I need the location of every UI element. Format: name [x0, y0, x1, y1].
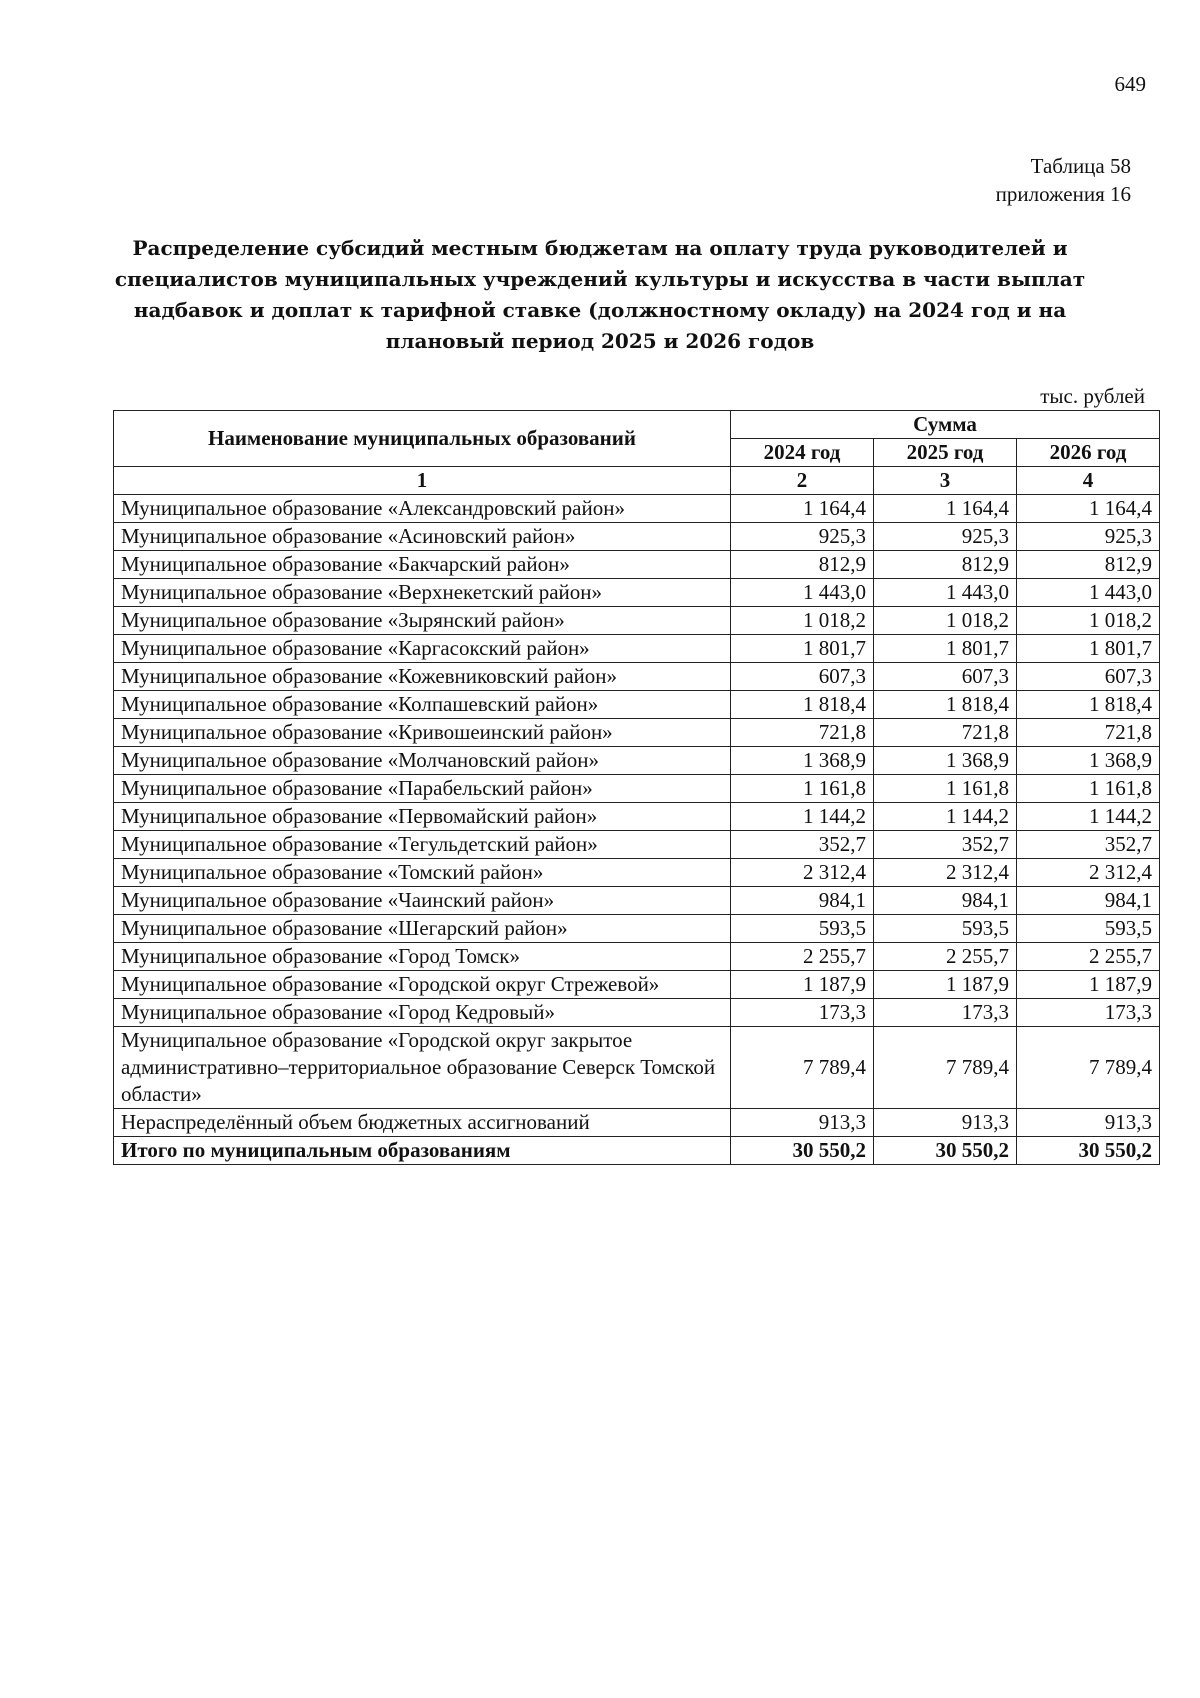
table-label-line1: Таблица 58 — [1030, 154, 1131, 178]
row-value-2025: 1 187,9 — [874, 971, 1017, 999]
row-value-2024: 1 018,2 — [731, 607, 874, 635]
table-row — [114, 999, 1160, 1027]
row-value-2025: 352,7 — [874, 831, 1017, 859]
table-label — [996, 152, 1131, 208]
row-value-2026: 7 789,4 — [1017, 1027, 1160, 1109]
row-value-2024: 1 161,8 — [731, 775, 874, 803]
row-value-2025: 812,9 — [874, 551, 1017, 579]
row-value-2024: 1 368,9 — [731, 747, 874, 775]
row-value-2024: 1 443,0 — [731, 579, 874, 607]
row-name: Муниципальное образование «Город Кедровый» — [114, 999, 731, 1027]
row-value-2026: 593,5 — [1017, 915, 1160, 943]
table-label-line2: приложения 16 — [995, 182, 1131, 206]
title-line4: плановый период 2025 и 2026 годов — [385, 329, 815, 353]
table-row — [114, 635, 1160, 663]
row-name: Муниципальное образование «Кривошеинский район» — [114, 719, 731, 747]
col-number-4: 4 — [1017, 467, 1160, 495]
row-value-2026: 1 368,9 — [1017, 747, 1160, 775]
row-name: Муниципальное образование «Парабельский район» — [114, 775, 731, 803]
table-row — [114, 1109, 1160, 1137]
total-row — [114, 1137, 1160, 1165]
row-name: Муниципальное образование «Кожевниковский район» — [114, 663, 731, 691]
row-value-2024: 913,3 — [731, 1109, 874, 1137]
row-value-2025: 721,8 — [874, 719, 1017, 747]
row-name: Муниципальное образование «Александровский район» — [114, 495, 731, 523]
title-line2: специалистов муниципальных учреждений культуры и искусства в части выплат — [114, 267, 1086, 291]
row-value-2025: 984,1 — [874, 887, 1017, 915]
row-name: Муниципальное образование «Томский район» — [114, 859, 731, 887]
row-value-2024: 1 144,2 — [731, 803, 874, 831]
table-row — [114, 831, 1160, 859]
col-number-3: 3 — [874, 467, 1017, 495]
row-value-2025: 1 801,7 — [874, 635, 1017, 663]
table-row — [114, 691, 1160, 719]
table-row — [114, 971, 1160, 999]
table-row — [114, 495, 1160, 523]
row-value-2026: 607,3 — [1017, 663, 1160, 691]
row-value-2025: 2 255,7 — [874, 943, 1017, 971]
document-title — [100, 233, 1100, 357]
row-value-2024: 173,3 — [731, 999, 874, 1027]
row-value-2024: 607,3 — [731, 663, 874, 691]
row-name: Муниципальное образование «Городской округ закрытое административно–территориальное образование Северск Томской области» — [114, 1027, 731, 1109]
row-value-2026: 1 144,2 — [1017, 803, 1160, 831]
row-name: Муниципальное образование «Тегульдетский район» — [114, 831, 731, 859]
row-value-2025: 7 789,4 — [874, 1027, 1017, 1109]
row-value-2024: 1 164,4 — [731, 495, 874, 523]
row-name: Муниципальное образование «Бакчарский район» — [114, 551, 731, 579]
row-value-2025: 2 312,4 — [874, 859, 1017, 887]
row-value-2024: 593,5 — [731, 915, 874, 943]
table-row — [114, 663, 1160, 691]
row-value-2025: 1 164,4 — [874, 495, 1017, 523]
row-value-2026: 1 443,0 — [1017, 579, 1160, 607]
total-2026: 30 550,2 — [1017, 1137, 1160, 1165]
row-value-2025: 173,3 — [874, 999, 1017, 1027]
row-name: Муниципальное образование «Городской округ Стрежевой» — [114, 971, 731, 999]
row-value-2024: 925,3 — [731, 523, 874, 551]
row-value-2026: 721,8 — [1017, 719, 1160, 747]
row-value-2025: 1 818,4 — [874, 691, 1017, 719]
row-value-2026: 1 164,4 — [1017, 495, 1160, 523]
total-2025: 30 550,2 — [874, 1137, 1017, 1165]
table-row — [114, 551, 1160, 579]
row-value-2026: 352,7 — [1017, 831, 1160, 859]
row-value-2025: 1 018,2 — [874, 607, 1017, 635]
row-value-2026: 2 255,7 — [1017, 943, 1160, 971]
row-value-2024: 984,1 — [731, 887, 874, 915]
table-row — [114, 747, 1160, 775]
row-name: Муниципальное образование «Первомайский район» — [114, 803, 731, 831]
row-value-2024: 2 255,7 — [731, 943, 874, 971]
row-value-2024: 352,7 — [731, 831, 874, 859]
row-name: Нераспределённый объем бюджетных ассигнований — [114, 1109, 731, 1137]
row-value-2025: 607,3 — [874, 663, 1017, 691]
units-label: тыс. рублей — [1040, 384, 1145, 408]
table-row — [114, 803, 1160, 831]
row-value-2025: 913,3 — [874, 1109, 1017, 1137]
table-row — [114, 859, 1160, 887]
table-row — [114, 523, 1160, 551]
row-name: Муниципальное образование «Колпашевский район» — [114, 691, 731, 719]
table-row — [114, 719, 1160, 747]
row-value-2025: 1 161,8 — [874, 775, 1017, 803]
total-name: Итого по муниципальным образованиям — [114, 1137, 731, 1165]
row-value-2026: 1 187,9 — [1017, 971, 1160, 999]
table-row — [114, 607, 1160, 635]
row-value-2025: 1 144,2 — [874, 803, 1017, 831]
row-value-2026: 1 018,2 — [1017, 607, 1160, 635]
row-value-2026: 1 161,8 — [1017, 775, 1160, 803]
title-line1: Распределение субсидий местным бюджетам на оплату труда руководителей и — [132, 236, 1068, 260]
header-name: Наименование муниципальных образований — [114, 411, 731, 467]
row-name: Муниципальное образование «Город Томск» — [114, 943, 731, 971]
row-name: Муниципальное образование «Верхнекетский район» — [114, 579, 731, 607]
table-row — [114, 943, 1160, 971]
row-value-2024: 1 818,4 — [731, 691, 874, 719]
title-line3: надбавок и доплат к тарифной ставке (должностному окладу) на 2024 год и на — [133, 298, 1067, 322]
row-name: Муниципальное образование «Зырянский район» — [114, 607, 731, 635]
row-value-2025: 1 368,9 — [874, 747, 1017, 775]
header-year-2025: 2025 год — [874, 439, 1017, 467]
row-value-2026: 925,3 — [1017, 523, 1160, 551]
header-year-2024: 2024 год — [731, 439, 874, 467]
row-value-2025: 925,3 — [874, 523, 1017, 551]
row-name: Муниципальное образование «Чаинский район» — [114, 887, 731, 915]
table-row — [114, 579, 1160, 607]
row-name: Муниципальное образование «Молчановский район» — [114, 747, 731, 775]
col-number-1: 1 — [114, 467, 731, 495]
row-value-2025: 1 443,0 — [874, 579, 1017, 607]
subsidy-table — [113, 410, 1160, 1165]
row-name: Муниципальное образование «Каргасокский район» — [114, 635, 731, 663]
row-value-2026: 2 312,4 — [1017, 859, 1160, 887]
row-value-2025: 593,5 — [874, 915, 1017, 943]
table-row — [114, 1027, 1160, 1109]
col-number-2: 2 — [731, 467, 874, 495]
table-row — [114, 887, 1160, 915]
row-value-2026: 812,9 — [1017, 551, 1160, 579]
row-value-2024: 812,9 — [731, 551, 874, 579]
page-number: 649 — [1114, 72, 1146, 96]
row-value-2024: 1 187,9 — [731, 971, 874, 999]
table-row — [114, 915, 1160, 943]
row-name: Муниципальное образование «Асиновский район» — [114, 523, 731, 551]
row-value-2024: 2 312,4 — [731, 859, 874, 887]
row-value-2024: 7 789,4 — [731, 1027, 874, 1109]
row-value-2024: 1 801,7 — [731, 635, 874, 663]
header-year-2026: 2026 год — [1017, 439, 1160, 467]
row-name: Муниципальное образование «Шегарский район» — [114, 915, 731, 943]
total-2024: 30 550,2 — [731, 1137, 874, 1165]
table-row — [114, 775, 1160, 803]
row-value-2026: 1 801,7 — [1017, 635, 1160, 663]
header-sum: Сумма — [731, 411, 1160, 439]
row-value-2026: 173,3 — [1017, 999, 1160, 1027]
row-value-2026: 984,1 — [1017, 887, 1160, 915]
row-value-2026: 913,3 — [1017, 1109, 1160, 1137]
row-value-2026: 1 818,4 — [1017, 691, 1160, 719]
row-value-2024: 721,8 — [731, 719, 874, 747]
